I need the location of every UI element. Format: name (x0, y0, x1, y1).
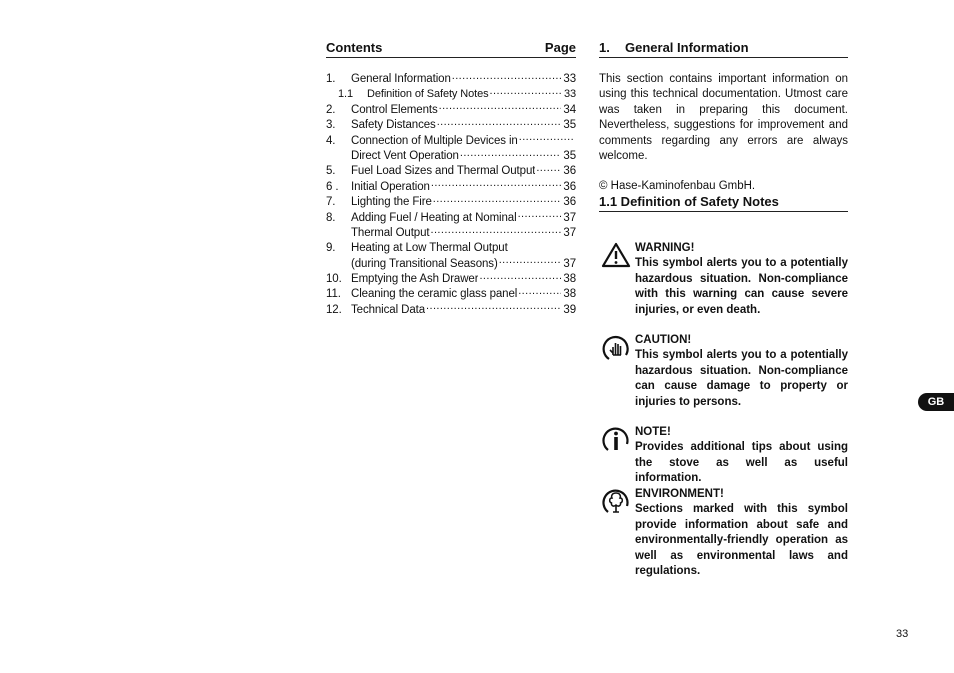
toc-entry-title: Fuel Load Sizes and Thermal Output (351, 165, 536, 178)
section-number: 1. (599, 40, 610, 55)
toc-entry-title: Cleaning the ceramic glass panel (351, 288, 518, 301)
copyright-line: © Hase-Kaminofenbau GmbH. (599, 180, 756, 193)
toc-entry-number: 12. (326, 303, 342, 316)
toc-entry-number: 7. (326, 196, 336, 209)
toc-entry-page: 33 (563, 88, 576, 101)
info-icon (601, 425, 631, 455)
toc-entry-number: 4. (326, 134, 336, 147)
toc-entry (326, 272, 576, 287)
toc-entry-page: 37 (563, 226, 576, 239)
toc-entry-page: 33 (563, 73, 576, 85)
toc-leader-dots (536, 164, 561, 174)
toc-entry-title: General Information (351, 73, 451, 85)
toc-title: Contents (326, 40, 383, 55)
toc-entry-number: 10. (326, 273, 342, 286)
environment-text: Sections marked with this symbol provide information about safe and environmentally-friendly operation as well as environmental laws and regulations. (635, 503, 848, 578)
toc-leader-dots (490, 87, 562, 97)
toc-entry (326, 241, 576, 256)
toc-entry-title: Safety Distances (351, 119, 436, 132)
toc-entry (326, 226, 576, 241)
toc-entry (326, 211, 576, 226)
toc-entry-page: 37 (563, 257, 576, 270)
toc-entry-page: 34 (563, 103, 576, 116)
toc-entry (326, 164, 576, 179)
toc-entry-title: Control Elements (351, 103, 438, 116)
section-title: General Information (625, 40, 749, 55)
environment-label: ENVIRONMENT! (635, 488, 724, 500)
table-of-contents (326, 40, 576, 318)
toc-entry-number: 6 . (326, 180, 339, 193)
note-text: Provides additional tips about using the stove as well as useful information. (635, 441, 848, 485)
toc-leader-dots (518, 211, 562, 221)
toc-entry-page: 38 (563, 273, 576, 286)
toc-entry-page: 39 (563, 303, 576, 316)
safety-notes-heading: 1.1 Definition of Safety Notes (599, 194, 848, 212)
toc-entry (326, 134, 576, 149)
toc-entry-title: Connection of Multiple Devices in (351, 134, 518, 147)
toc-entry (326, 195, 576, 210)
warning-label: WARNING! (635, 242, 695, 254)
toc-leader-dots (439, 103, 562, 113)
toc-entry-page: 36 (563, 196, 576, 209)
toc-entry-title: Heating at Low Thermal Output (351, 242, 508, 255)
caution-note (599, 333, 848, 410)
section-heading (599, 40, 848, 58)
toc-entry (326, 149, 576, 164)
toc-entry-page: 36 (563, 165, 576, 178)
toc-entry-page: 35 (563, 149, 576, 162)
toc-leader-dots (518, 287, 561, 297)
environment-tree-icon (601, 487, 631, 517)
intro-paragraph: This section contains important information on using this technical documentation. Utmost care was taken in preparing this document. Nevertheless, suggestions for improvement and comments regarding any errors are always welcome. (599, 73, 848, 163)
toc-entry-title: Definition of Safety Notes (367, 88, 489, 101)
toc-leader-dots (499, 257, 562, 267)
toc-entry-number: 1. (326, 73, 336, 85)
caution-hand-icon (601, 333, 631, 363)
toc-entry-title: Initial Operation (351, 180, 430, 193)
toc-entry-number: 1.1 (338, 88, 353, 101)
toc-leader-dots (452, 72, 562, 82)
toc-entry-number: 5. (326, 165, 336, 178)
toc-entry (326, 257, 576, 272)
toc-leader-dots (437, 118, 562, 128)
toc-entry-page: 36 (563, 180, 576, 193)
toc-entry-page: 38 (563, 288, 576, 301)
warning-note (599, 241, 848, 318)
toc-page-header: Page (544, 40, 576, 55)
toc-entry-title: Emptying the Ash Drawer (351, 273, 479, 286)
toc-entry (326, 180, 576, 195)
toc-entry (326, 72, 576, 87)
toc-leader-dots (431, 180, 562, 190)
toc-entry-title: Technical Data (351, 303, 426, 316)
toc-entry-title: Thermal Output (351, 226, 430, 239)
toc-entry-page: 35 (563, 119, 576, 132)
toc-leader-dots (479, 272, 561, 282)
caution-text: This symbol alerts you to a potentially hazardous situation. Non-compliance can cause damage to property or injuries to persons. (635, 349, 848, 408)
toc-entry-title: Adding Fuel / Heating at Nominal (351, 211, 517, 224)
toc-entry (326, 303, 576, 318)
toc-entry-number: 8. (326, 211, 336, 224)
toc-entry-title: Lighting the Fire (351, 196, 432, 209)
toc-entry-number: 11. (326, 288, 341, 301)
toc-entry-number: 2. (326, 103, 336, 116)
toc-leader-dots (433, 195, 562, 205)
caution-label: CAUTION! (635, 334, 692, 346)
toc-entry-number: 9. (326, 242, 336, 255)
toc-leader-dots (519, 134, 574, 144)
toc-entry (326, 87, 576, 102)
language-tab-gb: GB (918, 393, 954, 411)
toc-entry-title: (during Transitional Seasons) (351, 257, 498, 270)
warning-triangle-icon (601, 241, 631, 271)
toc-entry (326, 103, 576, 118)
toc-leader-dots (431, 226, 562, 236)
toc-entry-page: 37 (563, 211, 576, 224)
general-information-section (599, 40, 848, 194)
warning-text: This symbol alerts you to a potentially hazardous situation. Non-compliance with this warning can cause severe injuries, or even death. (635, 257, 848, 316)
toc-entry-number: 3. (326, 119, 336, 132)
toc-entry (326, 118, 576, 133)
toc-header (326, 40, 576, 58)
toc-leader-dots (460, 149, 562, 159)
note-label: NOTE! (635, 426, 671, 438)
note-note (599, 425, 848, 487)
toc-leader-dots (426, 303, 561, 313)
page-number: 33 (896, 628, 909, 640)
toc-list (326, 72, 576, 318)
toc-entry (326, 287, 576, 302)
toc-entry-title: Direct Vent Operation (351, 149, 459, 162)
environment-note (599, 487, 848, 579)
